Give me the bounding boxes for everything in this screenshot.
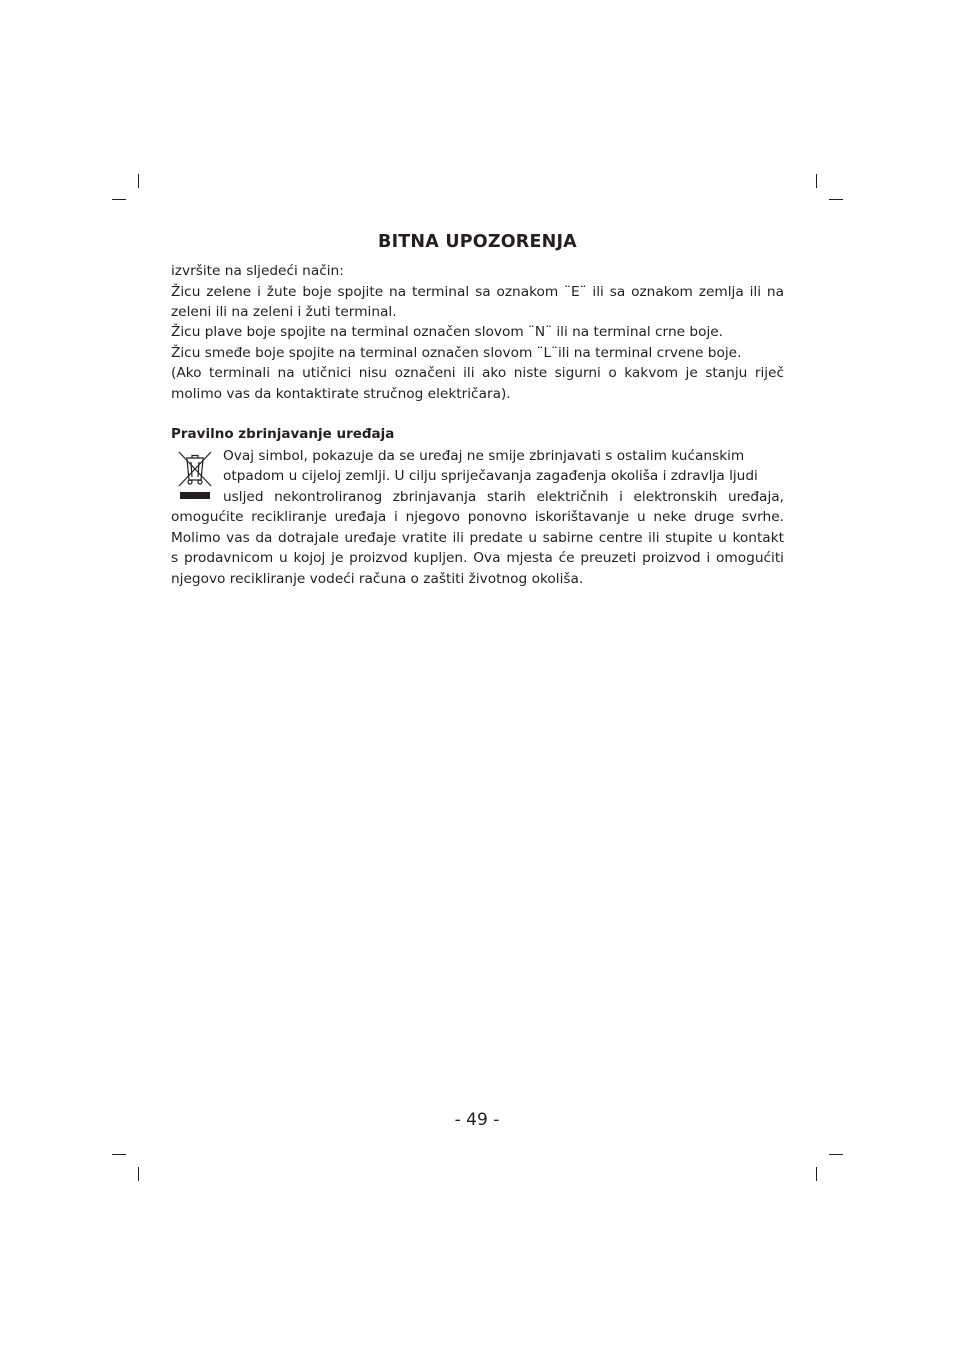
disposal-line: usljed nekontroliranog zbrinjavanja starih električnih i elektronskih uređaja, bbox=[223, 489, 784, 505]
crossed-out-wheelie-bin-icon bbox=[177, 450, 213, 502]
page-number: - 49 - bbox=[454, 1110, 500, 1130]
crop-mark-bottom-right-horizontal bbox=[829, 1154, 843, 1155]
page-title: BITNA UPOZORENJA bbox=[378, 232, 577, 252]
intro-line: Žicu plave boje spojite na terminal označen slovom ¨N¨ ili na terminal crne boje. bbox=[171, 324, 724, 340]
intro-line: izvršite na sljedeći način: bbox=[171, 263, 344, 279]
crop-mark-top-right-vertical bbox=[816, 174, 817, 188]
crop-mark-bottom-left-vertical bbox=[138, 1167, 139, 1181]
crop-mark-top-right-horizontal bbox=[829, 199, 843, 200]
disposal-line: Molimo vas da dotrajale uređaje vratite ili predate u sabirne centre ili stupite u kontakt bbox=[171, 530, 784, 546]
disposal-line: otpadom u cijeloj zemlji. U cilju spriječavanja zagađenja okoliša i zdravlja ljudi bbox=[223, 468, 758, 484]
disposal-line: s prodavnicom u kojoj je proizvod kupljen. Ova mjesta će preuzeti proizvod i omogućiti bbox=[171, 550, 784, 566]
disposal-line: omogućite recikliranje uređaja i njegovo ponovno iskorištavanje u neke druge svrhe. bbox=[171, 509, 784, 525]
intro-line: molimo vas da kontaktirate stručnog električara). bbox=[171, 386, 511, 402]
disposal-heading: Pravilno zbrinjavanje uređaja bbox=[171, 426, 395, 442]
crop-mark-bottom-left-horizontal bbox=[112, 1154, 126, 1155]
intro-line: Žicu smeđe boje spojite na terminal označen slovom ¨L¨ili na terminal crvene boje. bbox=[171, 345, 742, 361]
crop-mark-top-left-vertical bbox=[138, 174, 139, 188]
disposal-line: njegovo recikliranje vodeći računa o zaštiti životnog okoliša. bbox=[171, 571, 584, 587]
intro-line: Žicu zelene i žute boje spojite na terminal sa oznakom ¨E¨ ili sa oznakom zemlja ili na bbox=[171, 284, 784, 300]
crop-mark-top-left-horizontal bbox=[112, 199, 126, 200]
intro-line: (Ako terminali na utičnici nisu označeni ili ako niste sigurni o kakvom je stanju riječ bbox=[171, 365, 784, 381]
intro-line: zeleni ili na zeleni i žuti terminal. bbox=[171, 304, 397, 320]
crop-mark-bottom-right-vertical bbox=[816, 1167, 817, 1181]
disposal-line: Ovaj simbol, pokazuje da se uređaj ne smije zbrinjavati s ostalim kućanskim bbox=[223, 448, 745, 464]
